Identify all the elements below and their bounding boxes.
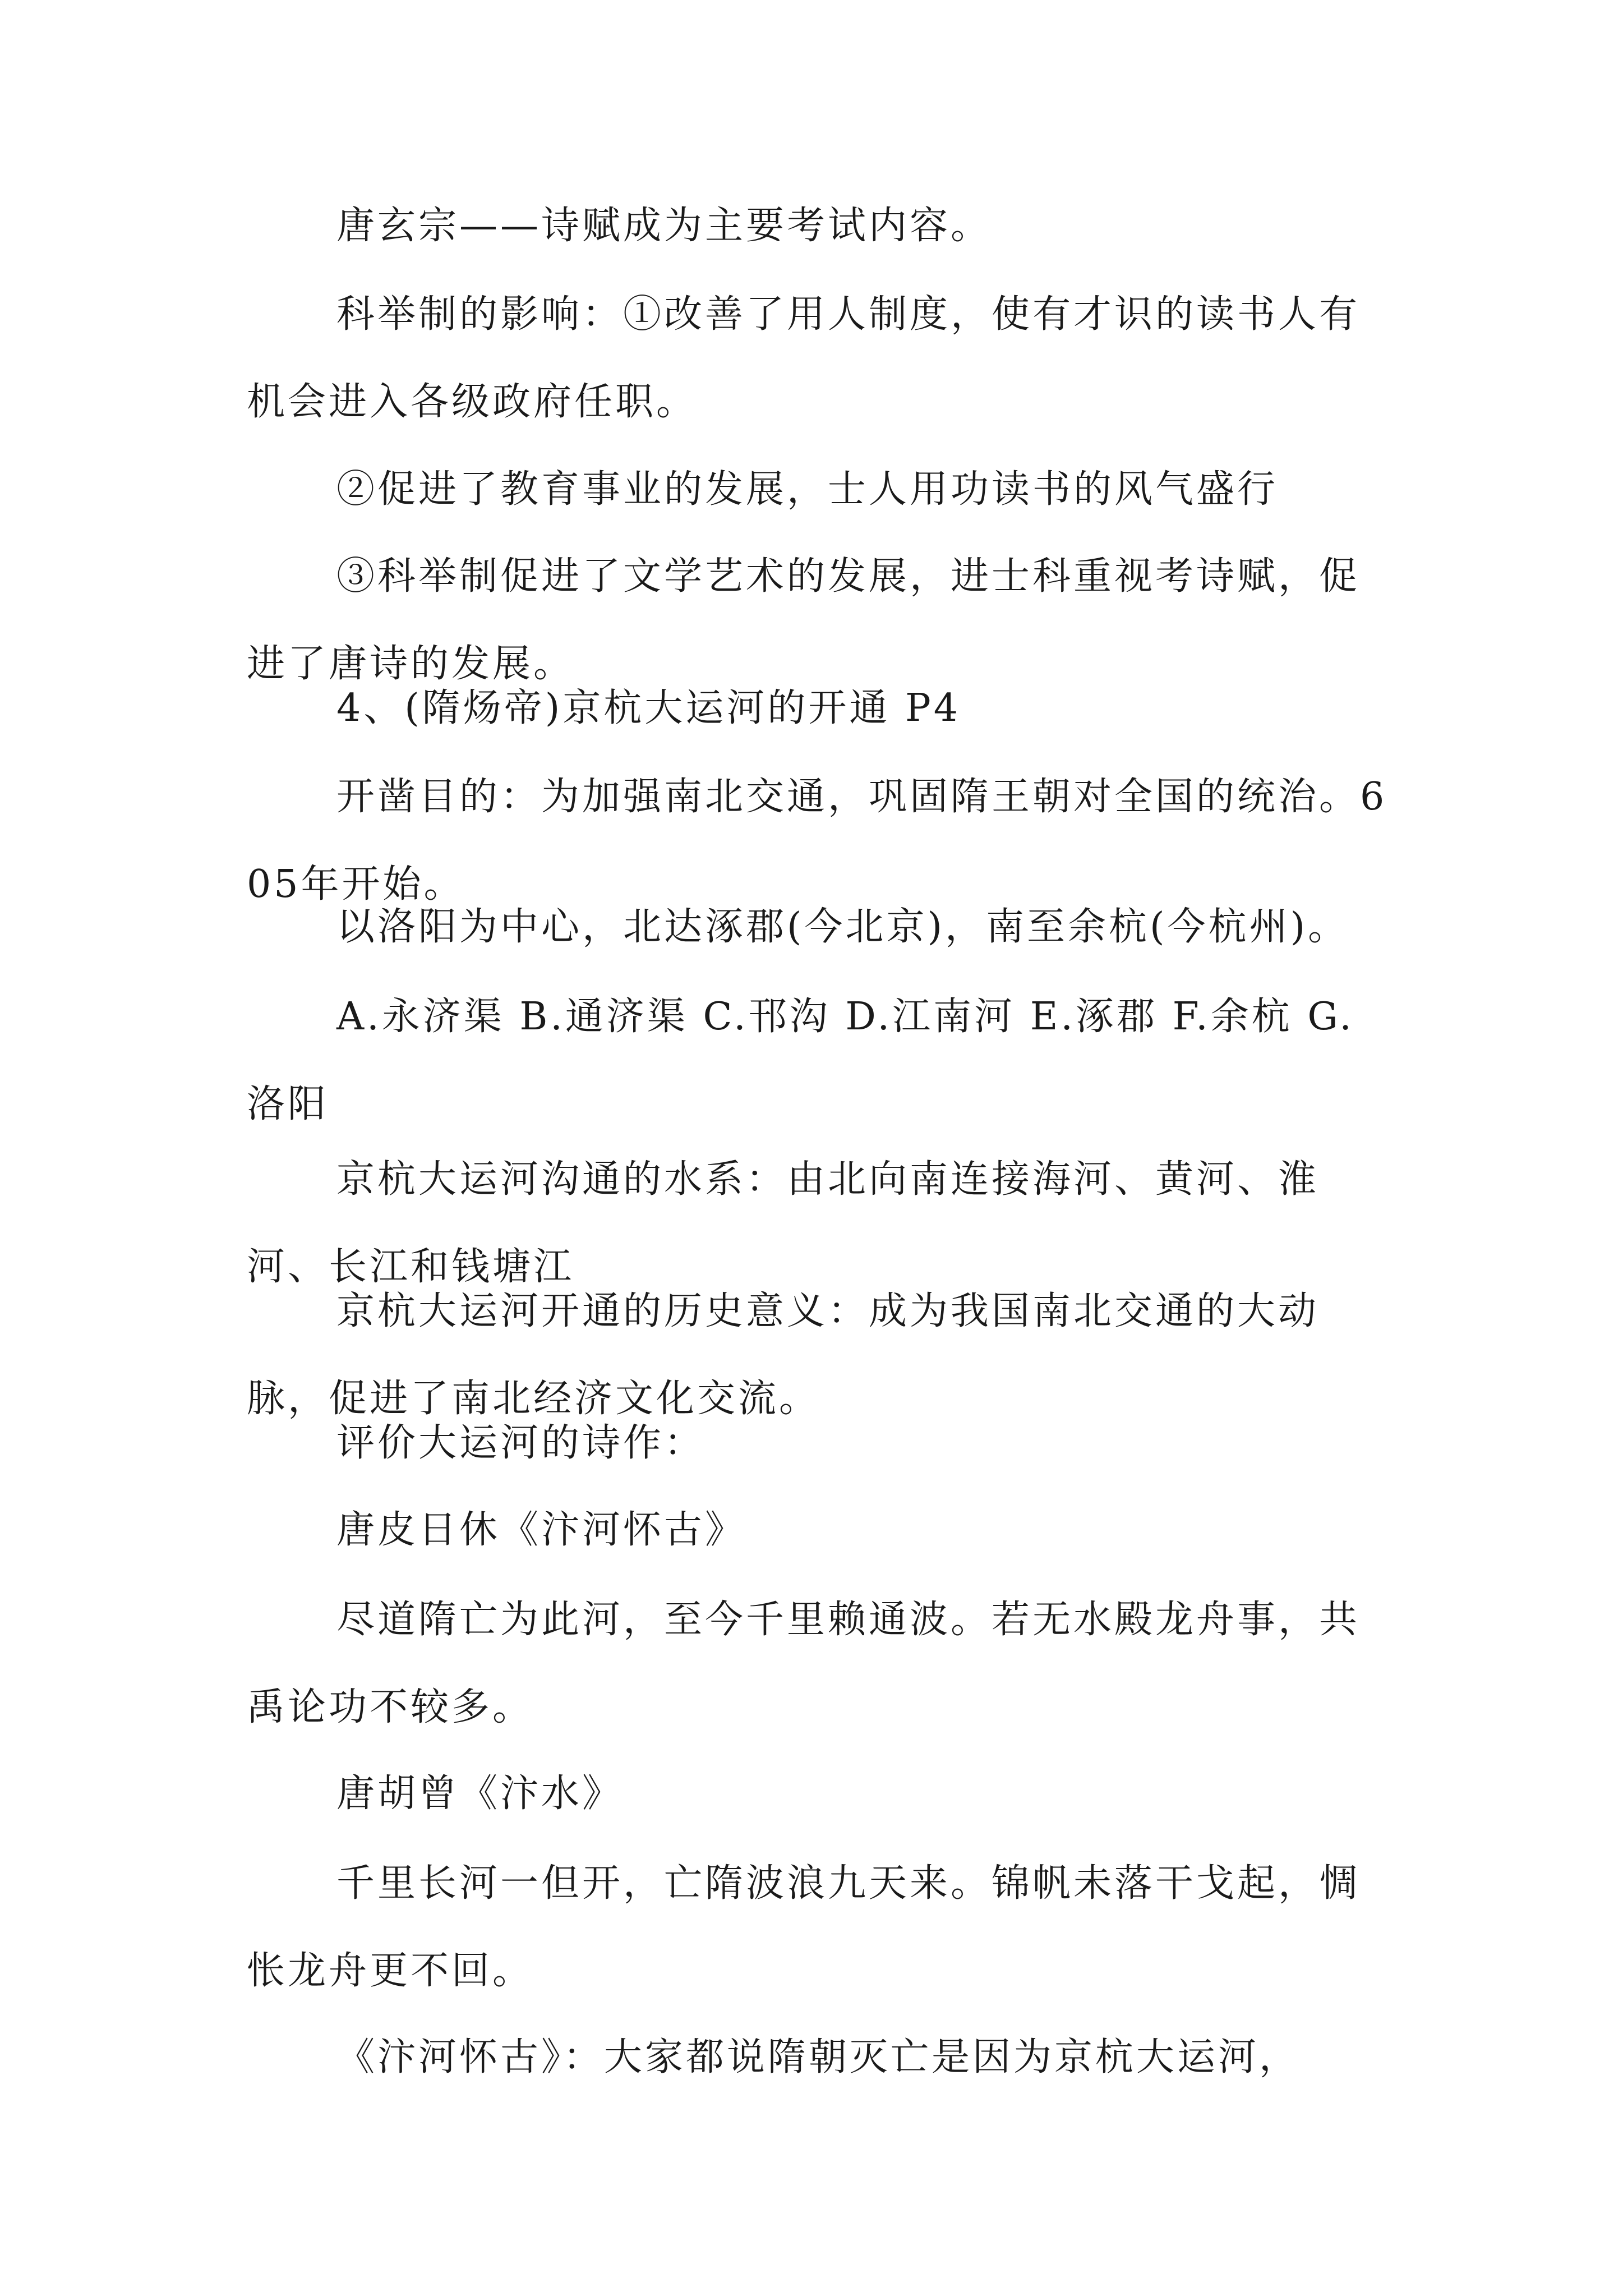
paragraph-canal-route: 以洛阳为中心，北达涿郡(今北京)，南至余杭(今杭州)。: [336, 905, 1349, 949]
section-heading-grand-canal: 4、(隋炀帝)京杭大运河的开通 P4: [336, 686, 961, 730]
poem-text-hu-zeng: 千里长河一但开，亡隋波浪九天来。锦帆未落干戈起，惆怅龙舟更不回。: [247, 1861, 1361, 1993]
paragraph-keju-influence-1: 科举制的影响：①改善了用人制度，使有才识的读书人有机会进入各级政府任职。: [247, 292, 1361, 424]
paragraph-tang-xuanzong: 唐玄宗——诗赋成为主要考试内容。: [336, 204, 992, 248]
paragraph-keju-influence-3: ③科举制促进了文学艺术的发展，进士科重视考诗赋，促进了唐诗的发展。: [247, 554, 1361, 686]
poem-title-pi-rixiu: 唐皮日休《汴河怀古》: [336, 1508, 746, 1552]
paragraph-poem-explanation: 《汴河怀古》：大家都说隋朝灭亡是因为京杭大运河，: [336, 2035, 1301, 2079]
poem-text-pi-rixiu: 尽道隋亡为此河，至今千里赖通波。若无水殿龙舟事，共禹论功不较多。: [247, 1598, 1361, 1729]
paragraph-canal-water-systems: 京杭大运河沟通的水系：由北向南连接海河、黄河、淮河、长江和钱塘江: [247, 1157, 1320, 1289]
paragraph-keju-influence-2: ②促进了教育事业的发展，士人用功读书的风气盛行: [336, 467, 1279, 512]
paragraph-canal-legend: A.永济渠 B.通济渠 C.邗沟 D.江南河 E.涿郡 F.余杭 G.洛阳: [247, 995, 1354, 1126]
paragraph-poems-heading: 评价大运河的诗作：: [336, 1421, 706, 1465]
paragraph-canal-significance: 京杭大运河开通的历史意义：成为我国南北交通的大动脉，促进了南北经济文化交流。: [247, 1289, 1320, 1421]
paragraph-canal-purpose: 开凿目的：为加强南北交通，巩固隋王朝对全国的统治。605年开始。: [247, 775, 1387, 907]
poem-title-hu-zeng: 唐胡曾《汴水》: [336, 1772, 624, 1816]
